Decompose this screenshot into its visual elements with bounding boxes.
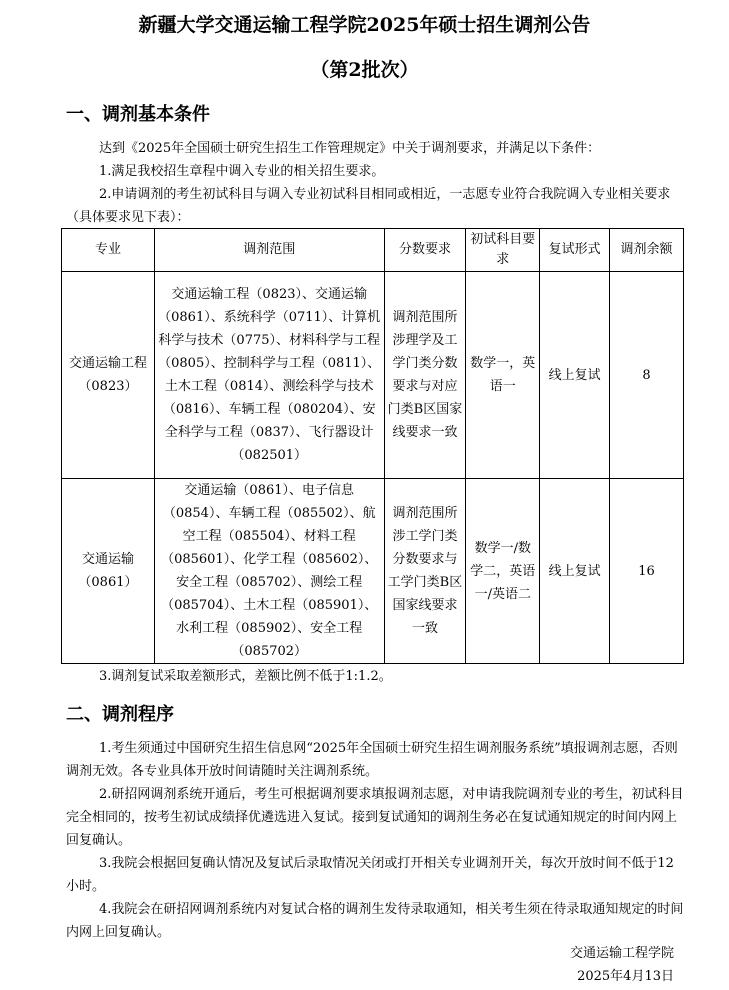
table-row (62, 272, 684, 479)
cell-scope: 交通运输工程（0823）、交通运输（0861）、系统科学（0711）、计算机科学与技术（0775）、材料科学与工程（0805）、控制科学与工程（0811）、土木工程（0814）、测绘科学与技术（0816）、车辆工程（080204）、安全科学与工程（0837）、飞行器设计（082501） (154, 272, 384, 479)
header-retest: 复试形式 (540, 229, 610, 272)
procedure-1: 1.考生须通过中国研究生招生信息网“2025年全国硕士研究生招生调剂服务系统”填报调剂志愿，否则调剂无效。各专业具体开放时间请随时关注调剂系统。 (66, 741, 678, 779)
cell-major: 交通运输（0861） (62, 479, 155, 664)
procedure-2: 2.研招网调剂系统开通后，考生可根据调剂要求填报调剂志愿，对申请我院调剂专业的考生，初试科目完全相同的，按考生初试成绩择优遴选进入复试。接到复试通知的调剂生务必在复试通知规定的时间内网上回复确认。 (66, 787, 684, 848)
procedure-4: 4.我院会在研招网调剂系统内对复试合格的调剂生发待录取通知，相关考生须在待录取通知规定的时间内网上回复确认。 (66, 902, 684, 940)
cell-scope: 交通运输（0861）、电子信息（0854）、车辆工程（085502）、航空工程（085504）、材料工程（085601）、化学工程（085602）、安全工程（085702）、测绘工程（085704）、土木工程（085901）、水利工程（085902）、安全工程（085702） (154, 479, 384, 664)
cell-retest: 线上复试 (540, 479, 610, 664)
cell-quota: 16 (610, 479, 684, 664)
cell-score: 调剂范围所涉工学门类分数要求与工学门类B区国家线要求一致 (384, 479, 466, 664)
condition-3: 3.调剂复试采取差额形式，差额比例不低于1:1.2。 (99, 669, 392, 684)
header-score: 分数要求 (384, 229, 466, 272)
procedure-3: 3.我院会根据回复确认情况及复试后录取情况关闭或打开相关专业调剂开关，每次开放时间不低于12小时。 (66, 856, 674, 894)
condition-1: 1.满足我校招生章程中调入专业的相关招生要求。 (99, 164, 385, 179)
cell-major: 交通运输工程（0823） (62, 272, 155, 479)
adjustment-table (61, 228, 684, 664)
section1-heading: 一、调剂基本条件 (66, 104, 210, 125)
table-row (62, 479, 684, 664)
page-title: 新疆大学交通运输工程学院2025年硕士招生调剂公告 (138, 14, 591, 36)
signature-org: 交通运输工程学院 (569, 946, 674, 961)
header-subjects: 初试科目要求 (466, 229, 540, 272)
page-subtitle: （第2批次） (310, 59, 419, 81)
table-header-row (62, 229, 684, 272)
condition-2: 2.申请调剂的考生初试科目与调入专业初试科目相同或相近，一志愿专业符合我院调入专业相关要求（具体要求见下表）： (66, 187, 671, 225)
signature-date: 2025年4月13日 (577, 969, 674, 984)
header-scope: 调剂范围 (154, 229, 384, 272)
cell-retest: 线上复试 (540, 272, 610, 479)
header-major: 专业 (62, 229, 155, 272)
cell-score: 调剂范围所涉理学及工学门类分数要求与对应门类B区国家线要求一致 (384, 272, 466, 479)
cell-subjects: 数学一/数学二，英语一/英语二 (466, 479, 540, 664)
header-quota: 调剂余额 (610, 229, 684, 272)
cell-quota: 8 (610, 272, 684, 479)
section1-intro: 达到《2025年全国硕士研究生招生工作管理规定》中关于调剂要求，并满足以下条件： (99, 141, 601, 156)
section2-heading: 二、调剂程序 (66, 704, 174, 725)
cell-subjects: 数学一，英语一 (466, 272, 540, 479)
